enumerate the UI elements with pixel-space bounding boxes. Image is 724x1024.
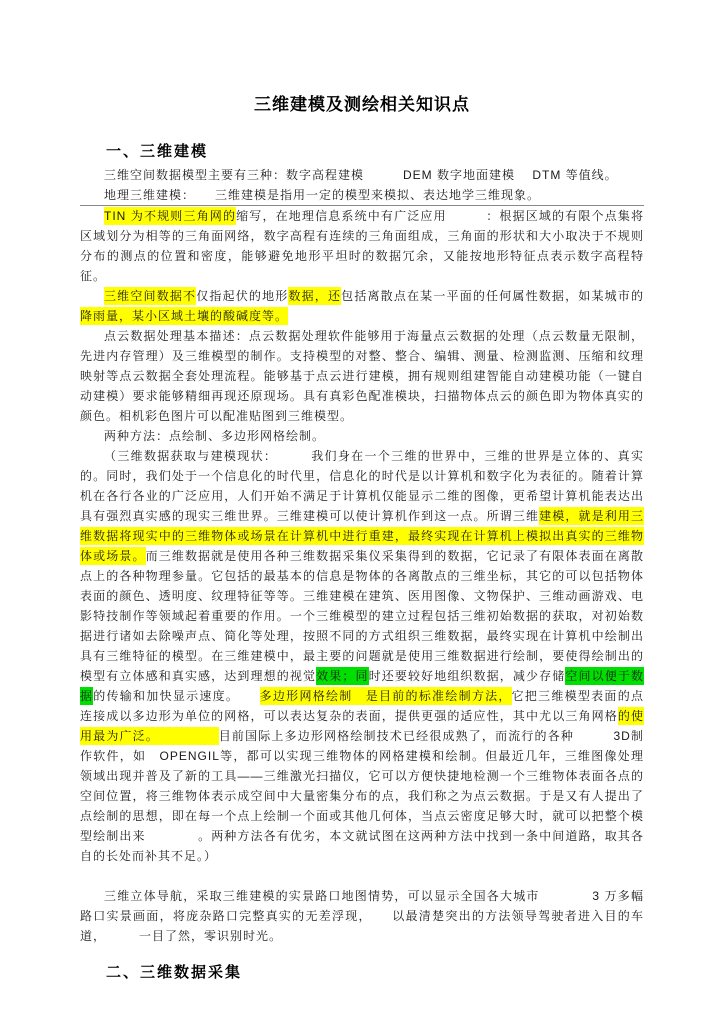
highlighted-text: 数据，还 (288, 289, 342, 303)
text-run: 三维空间数据模型主要有三种：数字高程建模 DEM 数字地面建模 DTM 等值线。 (104, 168, 618, 182)
highlighted-text: TIN 为不规则三角网的 (104, 209, 237, 223)
text-run: 时还要较好地组织数据，减少存储 (368, 669, 566, 683)
paragraph (80, 886, 644, 946)
highlighted-text: 的使用最为广泛。 (80, 709, 644, 743)
paragraph (80, 426, 644, 446)
paragraph (80, 165, 644, 185)
paragraph-spacer (80, 866, 644, 886)
paragraph (80, 206, 644, 286)
section-heading-1: 一、三维建模 (106, 143, 209, 160)
highlighted-text: 降雨量，某小区域土壤的酸碱度等。 (80, 309, 289, 323)
text-run: 它把三维模型表面的点连接成以多边形为单位的网格，可以表达复杂的表面，提供更强的适应性，其中尤以三角网格 (80, 689, 644, 723)
text-run: 两种方法：点绘制、多边形网格绘制。 (104, 429, 326, 443)
text-run: 的传输和加快显示速度。 (93, 689, 260, 703)
paragraph (80, 286, 644, 326)
paragraph (80, 185, 644, 205)
highlighted-text: 多边形网格绘制 是目前的标准绘制方法， (259, 689, 512, 703)
text-run: 目前国际上多边形网格绘制技术已经很成熟了，而流行的各种 3D制作软件，如 OPENGIL等，都可以实现三维物体的网格建模和绘制。但最近几年，三维图像处理领域出现并普及了新的工具——三维激光扫描仪，它可以方便快捷地检测一个三维物体表面各点的空间位置，将三维物体表示成空间中大量密集分布的点，我们称之为点云数据。于是又有人提出了 点绘制的思想，即在每一个点上绘制一个面或其他几何体，当点云密度足够大时，就可以把整个模型绘制出来 。两种方法各有优劣，本文就试图在这两种方法中找到一条中间道路，取其各自的长处而补其不足。） (80, 729, 697, 863)
text-run: （三维数据获取与建模现状： 我们身在一个三维的世界中，三维的世界是立体的、真实的。同时，我们处于一个信息化的时代里，信息化的时代是以计算机和数字化为表征的。随着计算机在各行各业的广泛应用，人们开始不满足于计算机仅能显示二维的图像，更希望计算机能表达出具有强烈真实感的现实三维世界。三维建模可以使计算机作到这一点。所谓三维 (80, 449, 644, 523)
section1-intro-paragraphs (80, 165, 644, 205)
text-run: 地理三维建模： 三维建模是指用一定的模型来模拟、表达地学三维现象。 (104, 188, 541, 202)
paragraph (80, 326, 644, 426)
text-run: 三维立体导航，采取三维建模的实景路口地图情势，可以显示全国各大城市 3 万多幅路口实景画面，将庞杂路口完整真实的无差浮现， 以最清楚突出的方法领导驾驶者进入目的车道， 一目了然，零识别时光。 (80, 889, 644, 943)
highlighted-text: 建模，就是利用三维数据将现实中的三维物体或场景在计算机中进行重建，最终实现在计算机上模拟出真实的三维物体或场景。 (80, 509, 644, 563)
text-run: 而三维数据就是使用各种三维数据采集仪采集得到的数据，它记录了有限体表面在离散点上的各种物理参量。它包括的最基本的信息是物体的各离散点的三维坐标，其它的可以包括物体表面的颜色、透明度、纹理特征等等。三维建模在建筑、医用图像、文物保护、三维动画游戏、电影特技制作等领域起着重要的作用。一个三维模型的建立过程包括三维初始数据的获取，对初始数据进行诸如去除噪声点、简化等处理，按照不同的方式组织三维数据，最终实现在计算机中绘制出具有三维特征的模型。在三维建模中，最主要的问题就是使用三维数据进行绘制，要使得绘制出的模型有立体感和真实感，达到理想的视觉 (80, 549, 644, 683)
text-run: 仅指起伏的地形 (196, 289, 289, 303)
text-run: 包括离散点在某一平面的任何属性数据，如某城市的 (341, 289, 644, 303)
text-run: 点云数据处理基本描述：点云数据处理软件能够用于海量点云数据的处理（点云数量无限制，先进内存管理）及三维模型的制作。支持模型的对整、整合、编辑、测量、检测监测、压缩和纹理映射等点云数据全套处理流程。能够基于点云进行建模，拥有规则组建智能自动建模功能（一键自动建模）要求能够精细再现还原现场。具有真彩色配准模块，扫描物体点云的颜色即为物体真实的颜色。相机彩色图片可以配准贴图到三维模型。 (80, 329, 644, 423)
section-heading-2: 二、三维数据采集 (106, 964, 243, 981)
highlighted-text: 效果；同 (316, 669, 369, 683)
highlighted-text: 空间以便于数据 (80, 669, 644, 703)
highlighted-text: 三维空间数据不 (104, 289, 197, 303)
document-title: 三维建模及测绘相关知识点 (254, 95, 470, 114)
section1-main-paragraphs (80, 206, 697, 866)
text-run: 缩写，在地理信息系统中有广泛应用 ：根据区域的有限个点集将区域划分为相等的三角面网络，数字高程有连续的三角面组成，三角面的形状和大小取决于不规则分布的测点的位置和密度，能够避免地形平坦时的数据冗余，又能按地形特征点表示数字高程特征。 (80, 209, 644, 283)
paragraph (80, 446, 697, 866)
section1-closing-paragraphs (80, 886, 644, 946)
